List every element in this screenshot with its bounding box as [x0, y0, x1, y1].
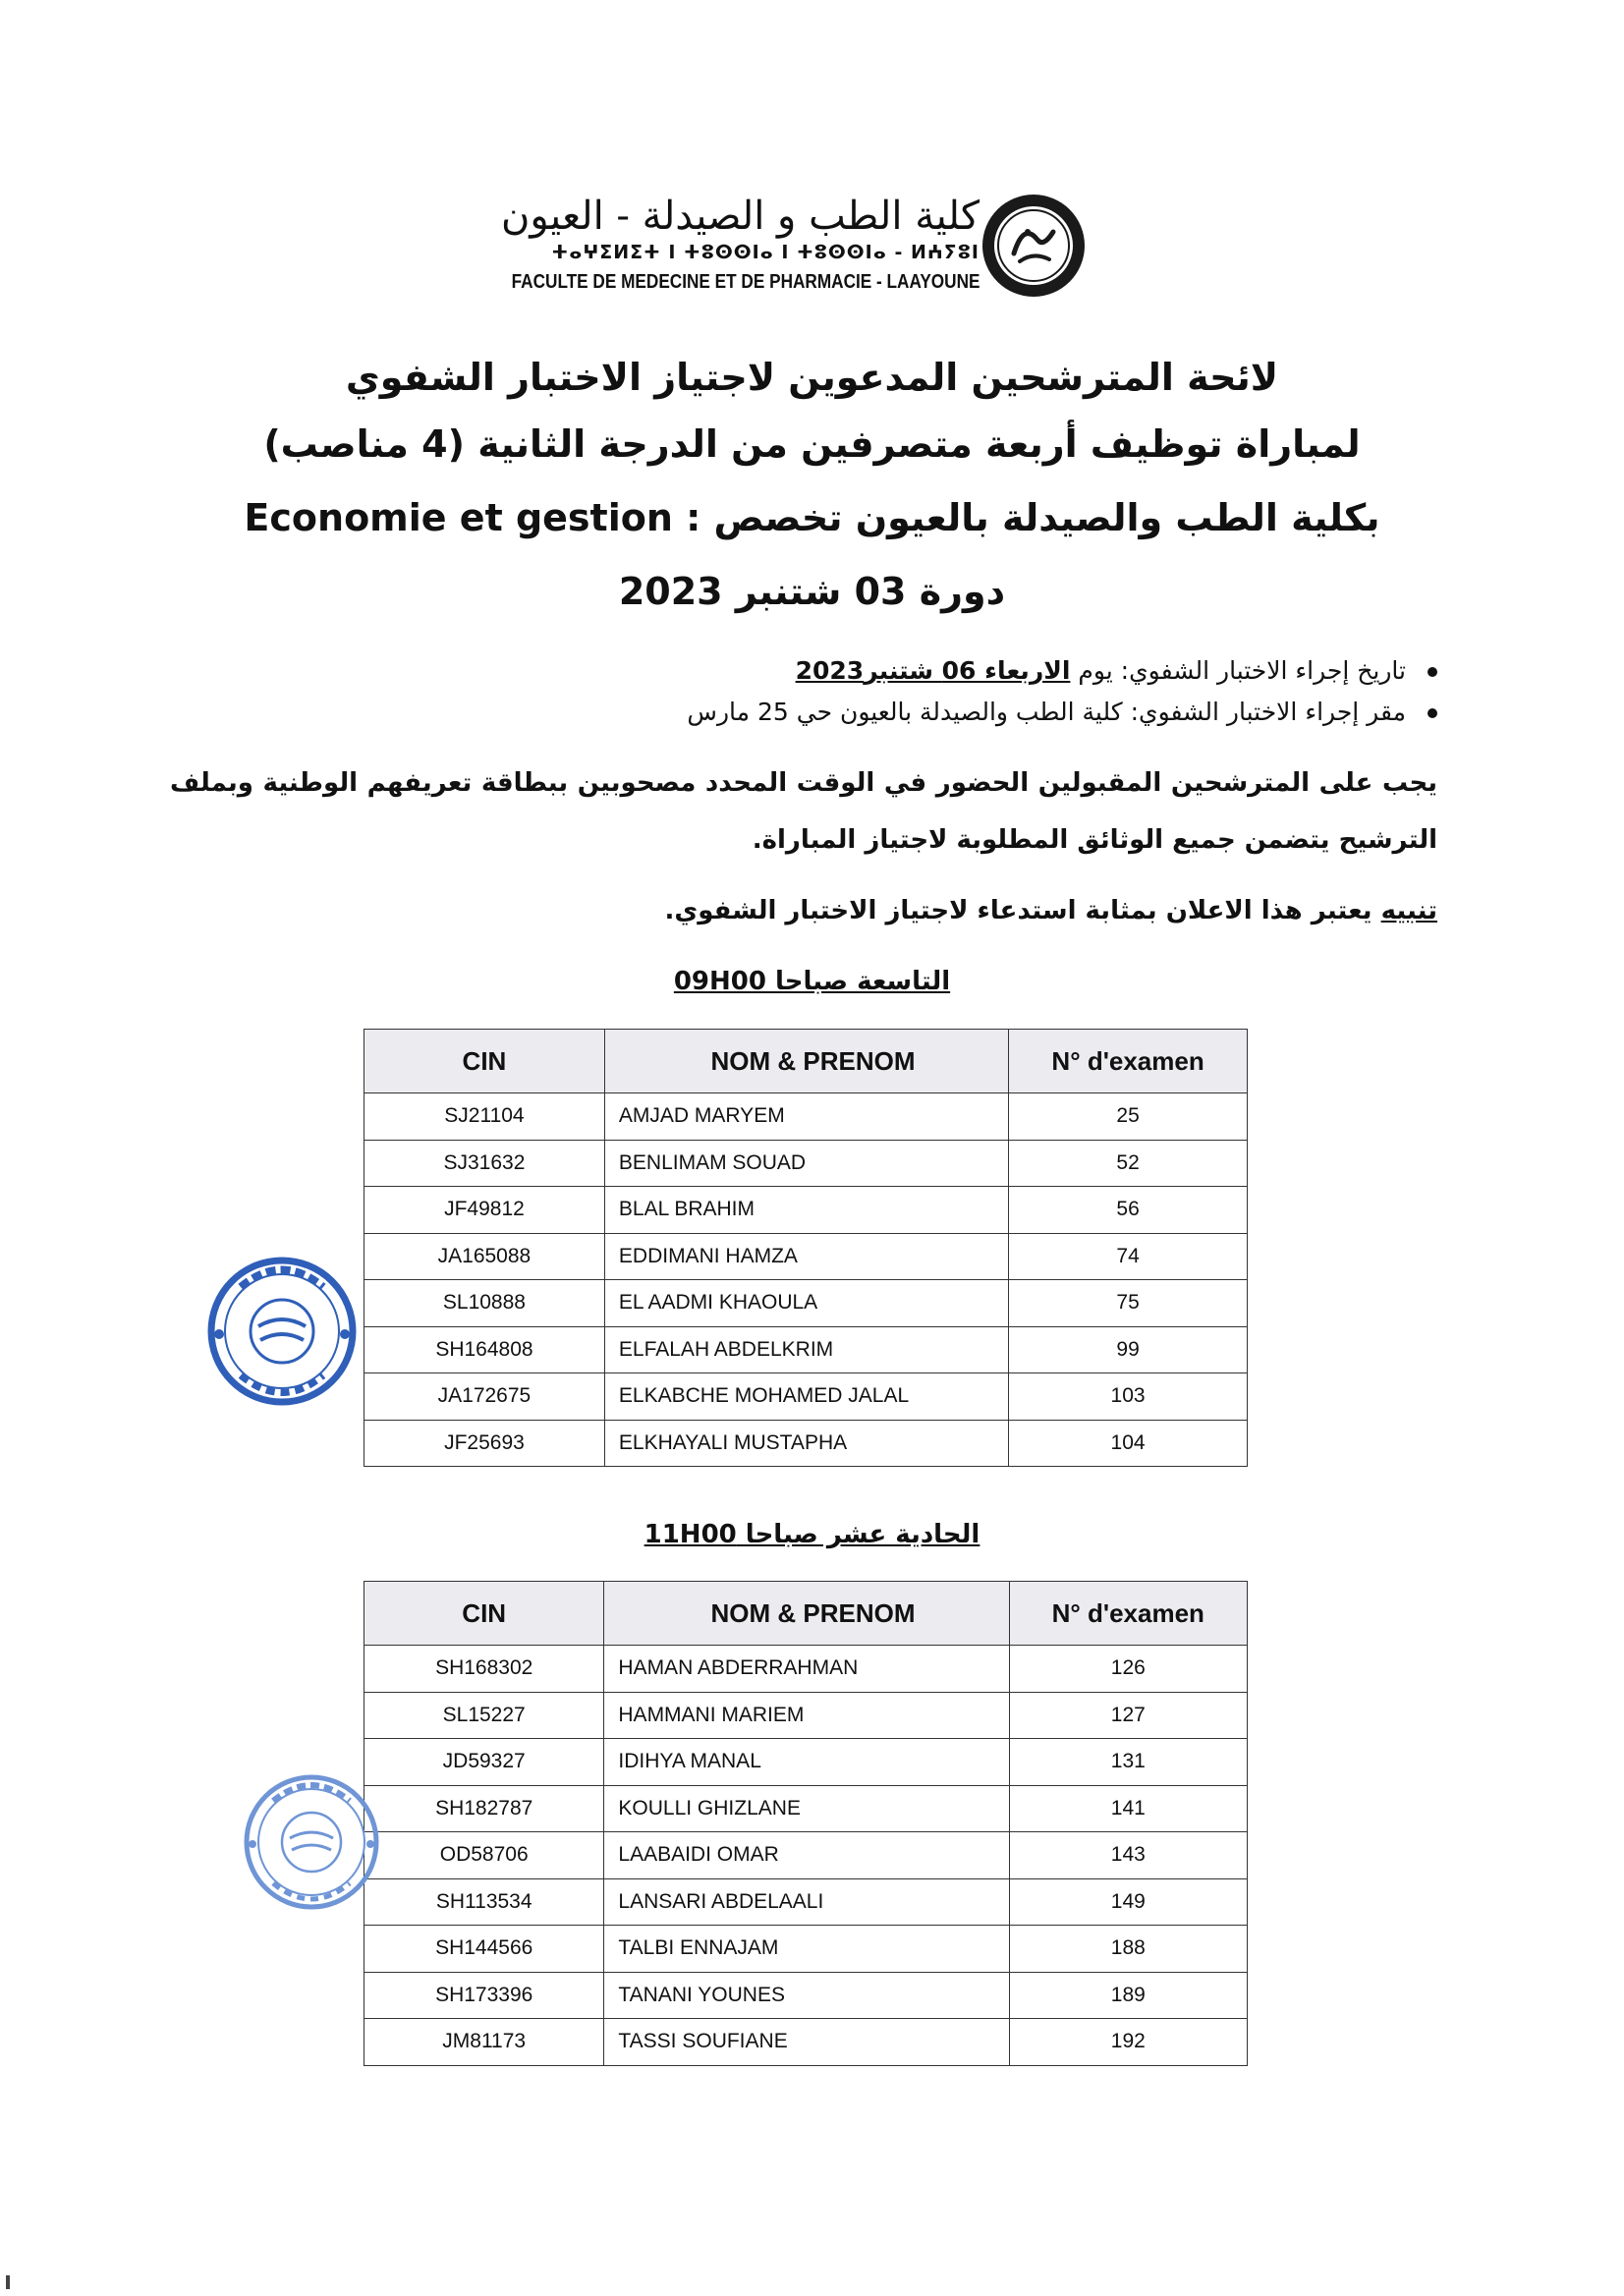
bullet-icon [1428, 708, 1437, 718]
table-row [364, 2019, 1248, 2066]
faculty-name-tifinagh: ⵜⴰⵖⵉⵍⵉⵜ ⵏ ⵜⵓⵙⵙⵏⴰ ⵏ ⵜⵓⵙⵙⵏⴰ - ⵍⵄⵢⵓⵏ [551, 242, 980, 263]
table-row [364, 1785, 1248, 1832]
cell-cin: SJ21104 [364, 1093, 605, 1141]
session-1-label: التاسعة صباحا 09H00 [673, 967, 951, 996]
cell-exam-number: 75 [1009, 1280, 1248, 1327]
notice-label: تنبيه [1380, 896, 1437, 925]
table-row [364, 1326, 1248, 1373]
session-2-label: الحادية عشر صباحا 11H00 [644, 1520, 980, 1549]
cell-name: BENLIMAM SOUAD [604, 1140, 1008, 1187]
cell-cin: SH113534 [364, 1878, 604, 1926]
cell-exam-number: 56 [1009, 1187, 1248, 1234]
header-cin: CIN [364, 1582, 604, 1646]
title-line-1: لائحة المترشحين المدعوين لاجتياز الاختبار الشفوي [345, 356, 1279, 399]
table-header-row [364, 1582, 1248, 1646]
session-1-table [364, 1029, 1248, 1467]
exam-date-value: الاربعاء 06 شتنبر2023 [795, 656, 1071, 685]
table-row [364, 1373, 1248, 1421]
session-2-table [364, 1581, 1248, 2066]
cell-cin: JF25693 [364, 1420, 605, 1467]
cell-exam-number: 149 [1009, 1878, 1247, 1926]
cell-name: LAABAIDI OMAR [604, 1832, 1009, 1879]
cell-name: EL AADMI KHAOULA [604, 1280, 1008, 1327]
cell-exam-number: 74 [1009, 1233, 1248, 1280]
official-stamp-icon [236, 1764, 388, 1921]
cell-cin: OD58706 [364, 1832, 604, 1879]
cell-name: TASSI SOUFIANE [604, 2019, 1009, 2066]
cell-cin: JA172675 [364, 1373, 605, 1421]
cell-cin: SL10888 [364, 1280, 605, 1327]
table-row [364, 1972, 1248, 2019]
cell-cin: JM81173 [364, 2019, 604, 2066]
cell-name: ELKABCHE MOHAMED JALAL [604, 1373, 1008, 1421]
faculty-name-arabic: كلية الطب و الصيدلة - العيون [501, 194, 980, 239]
exam-date-label: تاريخ إجراء الاختبار الشفوي: يوم [1078, 656, 1406, 685]
table-row [364, 1187, 1248, 1234]
cell-exam-number: 131 [1009, 1739, 1247, 1786]
instructions-paragraph: يجب على المترشحين المقبولين الحضور في الوقت المحدد مصحوبين ببطاقة تعريفهم الوطنية وبملف الترشيح يتضمن جميع الوثائق المطلوبة لاجتياز المباراة. [170, 768, 1437, 855]
title-line-2: لمباراة توظيف أربعة متصرفين من الدرجة الثانية (4 مناصب) [263, 422, 1361, 466]
notice-paragraph [170, 882, 1437, 939]
header-name: NOM & PRENOM [604, 1582, 1009, 1646]
header-exam-number: N° d'examen [1009, 1030, 1248, 1093]
title-line-4: دورة 03 شتنبر 2023 [618, 570, 1006, 613]
table-row [364, 1420, 1248, 1467]
header-name: NOM & PRENOM [604, 1030, 1008, 1093]
table-row [364, 1646, 1248, 1693]
faculty-name-french: FACULTE DE MEDECINE ET DE PHARMACIE - LAAYOUNE [511, 271, 980, 293]
cell-name: IDIHYA MANAL [604, 1739, 1009, 1786]
exam-place-text: مقر إجراء الاختبار الشفوي: كلية الطب والصيدلة بالعيون حي 25 مارس [687, 698, 1406, 726]
exam-info-list [357, 650, 1437, 733]
cell-exam-number: 192 [1009, 2019, 1247, 2066]
table-row [364, 1739, 1248, 1786]
cell-cin: JA165088 [364, 1233, 605, 1280]
cell-name: KOULLI GHIZLANE [604, 1785, 1009, 1832]
cell-name: ELFALAH ABDELKRIM [604, 1326, 1008, 1373]
cell-cin: SH168302 [364, 1646, 604, 1693]
table-header-row [364, 1030, 1248, 1093]
table-row [364, 1280, 1248, 1327]
scan-margin-mark [6, 2275, 10, 2289]
cell-name: EDDIMANI HAMZA [604, 1233, 1008, 1280]
bullet-icon [1428, 667, 1437, 677]
official-stamp-icon [201, 1248, 364, 1415]
table-row [364, 1832, 1248, 1879]
cell-name: AMJAD MARYEM [604, 1093, 1008, 1141]
table-row [364, 1233, 1248, 1280]
cell-cin: SH144566 [364, 1926, 604, 1973]
exam-place-item [357, 692, 1437, 733]
cell-name: LANSARI ABDELAALI [604, 1878, 1009, 1926]
cell-exam-number: 127 [1009, 1692, 1247, 1739]
cell-exam-number: 188 [1009, 1926, 1247, 1973]
title-line-3: بكلية الطب والصيدلة بالعيون تخصص : Economie et gestion [244, 496, 1380, 539]
table-row [364, 1692, 1248, 1739]
cell-exam-number: 103 [1009, 1373, 1248, 1421]
cell-name: HAMAN ABDERRAHMAN [604, 1646, 1009, 1693]
cell-cin: JD59327 [364, 1739, 604, 1786]
session-2-heading [0, 1520, 1624, 1549]
cell-cin: SH182787 [364, 1785, 604, 1832]
session-1-heading [0, 967, 1624, 996]
cell-exam-number: 52 [1009, 1140, 1248, 1187]
cell-name: HAMMANI MARIEM [604, 1692, 1009, 1739]
cell-cin: SH173396 [364, 1972, 604, 2019]
table-row [364, 1926, 1248, 1973]
cell-exam-number: 189 [1009, 1972, 1247, 2019]
cell-name: BLAL BRAHIM [604, 1187, 1008, 1234]
cell-name: ELKHAYALI MUSTAPHA [604, 1420, 1008, 1467]
cell-exam-number: 141 [1009, 1785, 1247, 1832]
header-cin: CIN [364, 1030, 605, 1093]
table-row [364, 1093, 1248, 1141]
university-seal-logo-icon [980, 193, 1087, 299]
cell-cin: SJ31632 [364, 1140, 605, 1187]
page-header [501, 193, 1095, 310]
cell-exam-number: 99 [1009, 1326, 1248, 1373]
cell-exam-number: 104 [1009, 1420, 1248, 1467]
notice-text: يعتبر هذا الاعلان بمثابة استدعاء لاجتياز الاختبار الشفوي. [664, 896, 1372, 925]
cell-exam-number: 25 [1009, 1093, 1248, 1141]
cell-cin: JF49812 [364, 1187, 605, 1234]
table-row [364, 1878, 1248, 1926]
table-row [364, 1140, 1248, 1187]
cell-cin: SH164808 [364, 1326, 605, 1373]
exam-date-item [357, 650, 1437, 692]
cell-exam-number: 143 [1009, 1832, 1247, 1879]
header-exam-number: N° d'examen [1009, 1582, 1247, 1646]
cell-name: TANANI YOUNES [604, 1972, 1009, 2019]
cell-cin: SL15227 [364, 1692, 604, 1739]
cell-name: TALBI ENNAJAM [604, 1926, 1009, 1973]
cell-exam-number: 126 [1009, 1646, 1247, 1693]
